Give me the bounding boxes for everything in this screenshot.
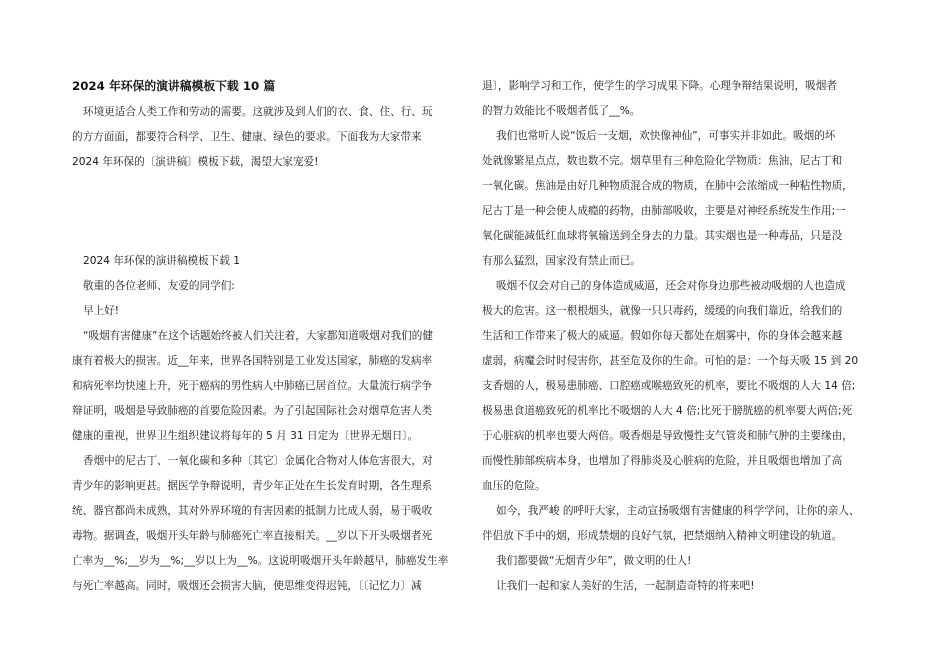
paragraph-line: “吸烟有害健康”在这个话题始终被人们关注着，大家都知道吸烟对我们的健 [83,330,433,342]
paragraph-line: 和病死率均快速上升，死于癌病的男性病人中肺癌已居首位。大量流行病学争 [72,380,433,392]
paragraph-line: 支香烟的人，极易患肺癌、口腔癌或喉癌致死的机率，要比不吸烟的人大 14 倍; [482,380,856,392]
paragraph-line: 的方方面面，都要符合科学、卫生、健康、绿色的要求。下面我为大家带来 [72,131,422,143]
paragraph-line: 血压的危险。 [482,480,546,492]
paragraph-line: 吸烟不仅会对自己的身体造成威逼，还会对你身边那些被动吸烟的人也造成 [496,280,846,292]
paragraph-line: 早上好! [83,305,120,317]
paragraph-line: 的智力效能比不吸烟者低了__%。 [482,105,641,117]
paragraph-line: 尼古丁是一种会使人成瘾的药物，由肺部吸收，主要是对神经系统发生作用;一 [482,205,846,217]
paragraph-line: 极易患食道癌致死的机率比不吸烟的人大 4 倍;比死于膀胱癌的机率要大两倍;死 [482,405,853,417]
document-title: 2024 年环保的演讲稿模板下载 10 篇 [72,79,276,93]
paragraph-line: 我们都要做“无烟青少年”，做文明的仕人! [496,555,692,567]
paragraph-line: 于心脏病的机率也要大两倍。吸香烟是导致慢性支气管炎和肺气肿的主要缘由， [482,430,853,442]
paragraph-line: 香烟中的尼古丁、一氧化碳和多种〔其它〕金属化合物对人体危害很大，对 [83,455,433,467]
paragraph-line: 康有着极大的损害。近__年来，世界各国特别是工业发达国家，肺癌的发病率 [72,355,433,367]
paragraph-line: 伴侣放下手中的烟，形成禁烟的良好气氛，把禁烟纳入精神文明建设的轨道。 [482,530,843,542]
paragraph-line: 如今，我严峻 的呼吁大家，主动宣扬吸烟有害健康的科学学问，让你的亲人、 [496,505,860,517]
paragraph-line: 敬重的各位老师、友爱的同学们: [83,280,235,292]
paragraph-line: 氧化碳能减低红血球将氧输送到全身去的力量。其实烟也是一种毒品，只是没 [482,230,843,242]
paragraph-line: 极大的危害。这一根根烟头，就像一只只毒药，缓缓的向我们靠近，给我们的 [482,305,843,317]
paragraph-line: 而慢性肺部疾病本身，也增加了得肺炎及心脏病的危险，并且吸烟也增加了高 [482,455,843,467]
paragraph-line: 一氧化碳。焦油是由好几种物质混合成的物质，在肺中会浓缩成一种粘性物质， [482,180,853,192]
paragraph-line: 毒物。据调查，吸烟开头年龄与肺癌死亡率直接相关。__岁以下开头吸烟者死 [72,530,433,542]
paragraph-line: 处就像繁星点点，数也数不完。烟草里有三种危险化学物质：焦油，尼古丁和 [482,155,843,167]
section-heading: 2024 年环保的演讲稿模板下载 1 [83,255,240,267]
paragraph-line: 统、器官都尚未成熟，其对外界环境的有害因素的抵制力比成人弱，易于吸收 [72,505,433,517]
paragraph-line: 2024 年环保的〔演讲稿〕模板下载，渴望大家宠爱! [72,156,319,168]
paragraph-line: 与死亡率越高。同时，吸烟还会损害大脑，使思维变得迟钝，〔〔记忆力〕减 [72,580,422,592]
paragraph-line: 让我们一起和家人美好的生活，一起制造奇特的将来吧! [496,580,755,592]
paragraph-line: 虚弱，病魔会时时侵害你，甚至危及你的生命。可怕的是：一个每天吸 15 到 20 [482,355,859,367]
paragraph-line: 环境更适合人类工作和劳动的需要。这就涉及到人们的衣、食、住、行、玩 [83,106,433,118]
paragraph-line: 我们也常听人说“饭后一支烟，欢快像神仙”，可事实并非如此。吸烟的坏 [496,130,836,142]
paragraph-line: 亡率为__%;__岁为__%;__岁以上为__%。这说明吸烟开头年龄越早，肺癌发生率 [72,555,449,567]
paragraph-line: 青少年的影响更甚。据医学争辩说明，青少年正处在生长发育时期，各生理系 [72,480,433,492]
paragraph-line: 生活和工作带来了极大的威逼。假如你每天都处在烟雾中，你的身体会越来越 [482,330,843,342]
paragraph-line: 健康的重视，世界卫生组织建议将每年的 5 月 31 日定为〔世界无烟日〕。 [72,430,419,442]
paragraph-line: 辩证明，吸烟是导致肺癌的首要危险因素。为了引起国际社会对烟草危害人类 [72,405,433,417]
paragraph-line: 有那么猛烈，国家没有禁止而已。 [482,255,641,267]
paragraph-line: 退〕，影响学习和工作，使学生的学习成果下降。心理争辩结果说明，吸烟者 [482,80,837,92]
